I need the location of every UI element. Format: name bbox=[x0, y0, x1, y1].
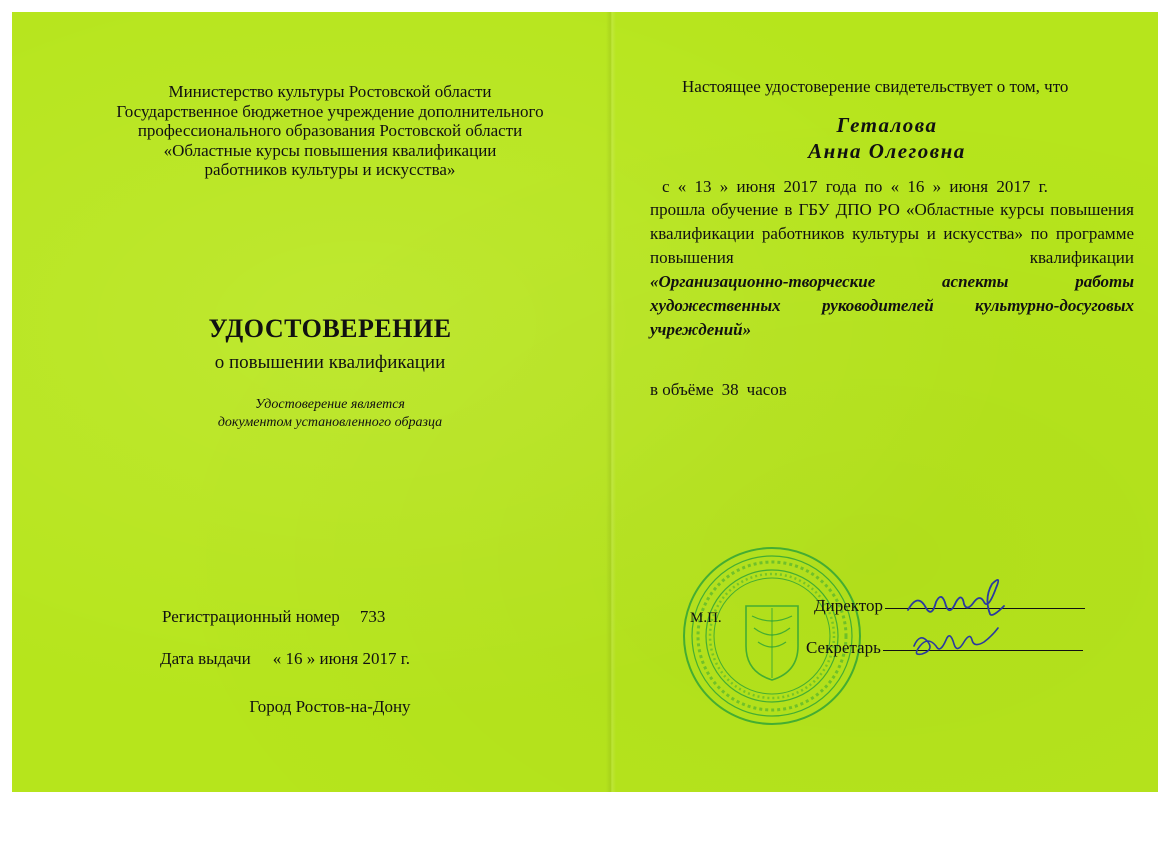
note-line: документом установленного образца bbox=[217, 415, 443, 430]
official-seal-icon bbox=[680, 544, 864, 728]
holder-name bbox=[616, 112, 1158, 164]
registration-number: 733 bbox=[359, 607, 386, 626]
registration-label: Регистрационный номер bbox=[162, 607, 340, 626]
director-signature-icon bbox=[904, 578, 1034, 622]
issue-date-row bbox=[160, 649, 410, 669]
header-line: «Областные курсы повышения квалификации bbox=[163, 140, 497, 160]
certificate-sheet bbox=[12, 12, 1158, 792]
left-page bbox=[12, 12, 612, 792]
issue-label: Дата выдачи bbox=[160, 649, 251, 668]
header-line: Государственное бюджетное учреждение дополнительного bbox=[116, 101, 544, 121]
volume-unit: часов bbox=[746, 380, 787, 399]
issuer-header bbox=[12, 82, 648, 180]
secretary-signature-icon bbox=[906, 622, 1016, 662]
header-line: Министерство культуры Ростовской области bbox=[168, 82, 492, 101]
holder-given-names: Анна Олеговна bbox=[808, 139, 966, 163]
header-line: работников культуры и искусства» bbox=[204, 160, 456, 179]
secretary-label: Секретарь bbox=[806, 638, 881, 657]
stamp-label: М.П. bbox=[690, 610, 722, 626]
holder-surname: Геталова bbox=[836, 113, 938, 137]
note-line: Удостоверение является bbox=[255, 397, 405, 412]
program-name: «Организационно-творческие аспекты работы художественных руководителей культурно-досуговых учреждений» bbox=[650, 272, 1134, 339]
volume-hours: 38 bbox=[721, 380, 739, 399]
training-volume bbox=[650, 380, 787, 400]
issue-date: « 16 » июня 2017 г. bbox=[272, 649, 411, 668]
document-subtitle: о повышении квалификации bbox=[214, 352, 446, 373]
document-title: УДОСТОВЕРЕНИЕ bbox=[208, 314, 452, 343]
document-note bbox=[12, 396, 648, 432]
header-line: профессионального образования Ростовской области bbox=[137, 121, 523, 140]
right-page bbox=[616, 12, 1158, 792]
certify-text: Настоящее удостоверение свидетельствует о том, что bbox=[682, 77, 1069, 96]
registration-row bbox=[162, 607, 385, 627]
volume-label: в объёме bbox=[650, 380, 714, 399]
director-label: Директор bbox=[814, 596, 883, 615]
training-description: прошла обучение в ГБУ ДПО РО «Областные курсы повышения квалификации работников культуры и искусства» по программе повышения квалификации bbox=[650, 200, 1134, 267]
training-dates: с « 13 » июня 2017 года по « 16 » июня 2017 г. bbox=[662, 177, 1048, 196]
issue-city: Город Ростов-на-Дону bbox=[249, 697, 411, 716]
